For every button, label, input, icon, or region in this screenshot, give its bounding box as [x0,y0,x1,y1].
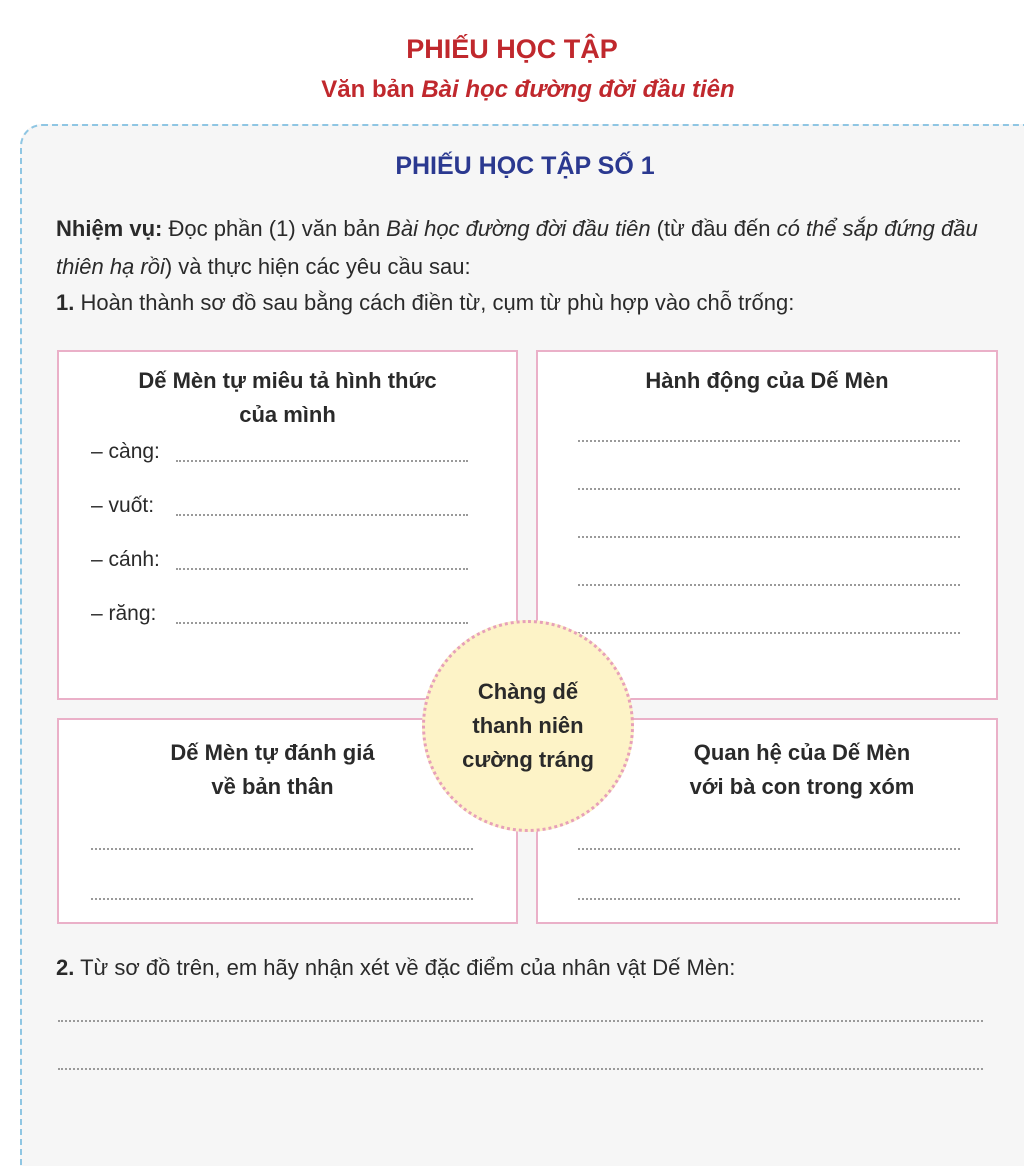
fill-blank-action-2[interactable] [578,488,960,490]
fill-blank-rang[interactable] [176,622,468,624]
worksheet-number-title: PHIẾU HỌC TẬP SỐ 1 [395,152,655,180]
task-label: Nhiệm vụ: [56,216,163,241]
question-2 [56,955,1001,981]
answer-line-2[interactable] [58,1068,983,1070]
question-1-text: Hoàn thành sơ đồ sau bằng cách điền từ, cụm từ phù hợp vào chỗ trống: [74,290,795,315]
fill-blank-action-4[interactable] [578,584,960,586]
self-assessment-heading-line1: Dế Mèn tự đánh giá [170,740,375,765]
relations-heading-line1: Quan hệ của Dế Mèn [693,740,911,765]
fill-blank-vuot[interactable] [176,514,468,516]
subtitle-work-title: Bài học đường đời đầu tiên [421,76,735,103]
appearance-item-cang: – càng: [91,440,160,463]
task-text-1: Đọc phần (1) văn bản [162,216,387,241]
task-quote: có thể sắp đứng đầu thiên hạ rồi [56,216,978,279]
appearance-item-canh: – cánh: [91,548,160,571]
question-1 [56,290,1001,316]
appearance-item-vuot: – vuốt: [91,494,155,517]
question-2-number: 2. [56,955,75,980]
task-text-2: (từ đầu đến [650,216,777,241]
task-text-3: ) và thực hiện các yêu cầu sau: [164,254,471,279]
answer-line-1[interactable] [58,1020,983,1022]
diagram-box-appearance [57,350,518,700]
appearance-heading-line2: của mình [239,402,336,427]
fill-blank-relations-1[interactable] [578,848,960,850]
diagram-box-actions [536,350,998,700]
fill-blank-canh[interactable] [176,568,468,570]
question-1-number: 1. [56,290,75,315]
center-line-3: cường tráng [462,747,594,772]
center-line-1: Chàng dế [477,679,579,704]
fill-blank-action-5[interactable] [578,632,960,634]
fill-blank-action-3[interactable] [578,536,960,538]
self-assessment-heading-line2: về bản thân [211,774,334,799]
actions-heading: Hành động của Dế Mèn [645,368,889,393]
worksheet-subtitle [0,76,1024,104]
appearance-heading-line1: Dế Mèn tự miêu tả hình thức [138,368,437,393]
fill-blank-cang[interactable] [176,460,468,462]
task-instructions [56,210,1001,286]
relations-heading-line2: với bà con trong xóm [689,774,915,799]
center-line-2: thanh niên [472,713,584,738]
fill-blank-action-1[interactable] [578,440,960,442]
question-2-text: Từ sơ đồ trên, em hãy nhận xét về đặc điểm của nhân vật Dế Mèn: [74,955,736,980]
worksheet-main-title: PHIẾU HỌC TẬP [406,34,618,64]
center-concept-circle [422,620,634,832]
appearance-item-rang: – răng: [91,602,157,625]
fill-blank-self-assessment-2[interactable] [91,898,473,900]
subtitle-prefix: Văn bản [321,76,422,103]
fill-blank-self-assessment-1[interactable] [91,848,473,850]
task-work-title: Bài học đường đời đầu tiên [386,216,651,241]
fill-blank-relations-2[interactable] [578,898,960,900]
